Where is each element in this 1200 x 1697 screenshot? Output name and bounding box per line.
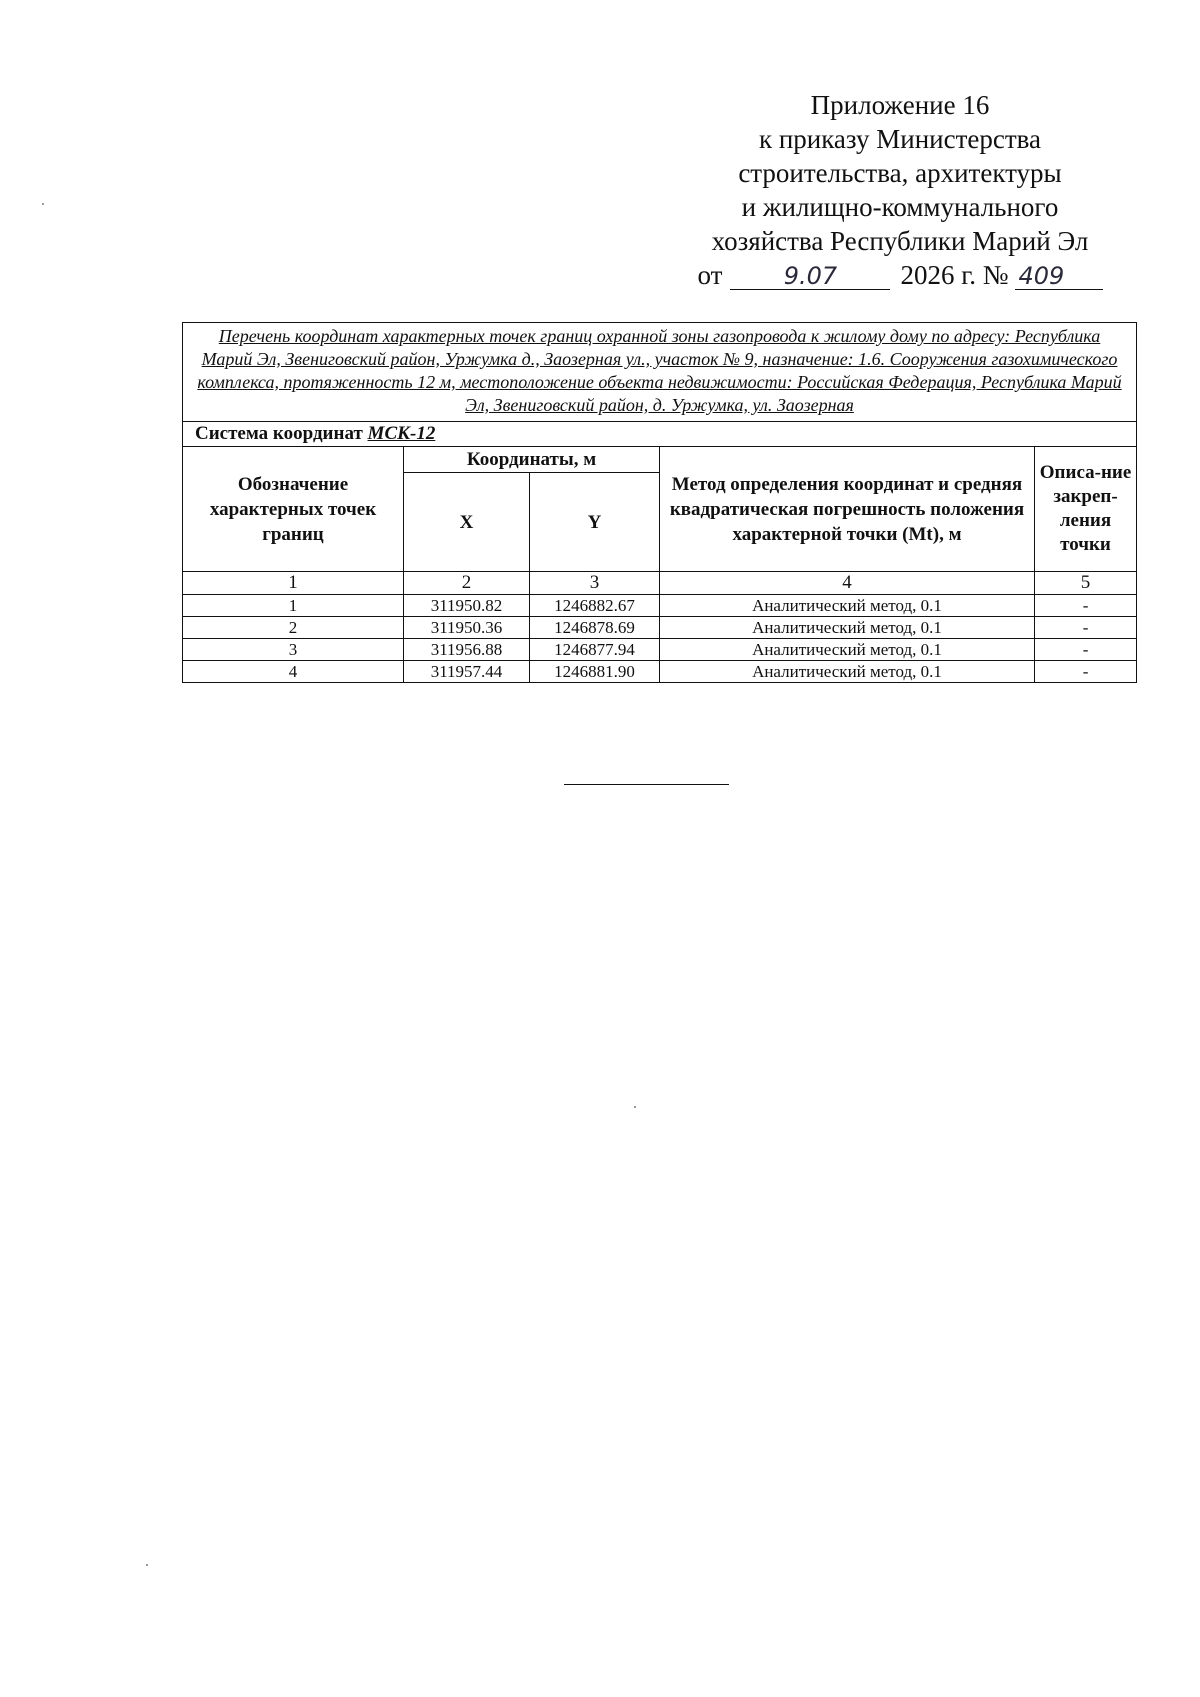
- header-line-order: к приказу Министерства: [758, 124, 1042, 154]
- header-x: X: [404, 473, 530, 572]
- cell-description: -: [1035, 617, 1137, 639]
- column-number-row: [183, 572, 1137, 595]
- cell-description: -: [1035, 661, 1137, 683]
- header-line-ministry-2: и жилищно-коммунального: [741, 192, 1059, 222]
- header-row-1: [183, 447, 1137, 473]
- table-caption: Перечень координат характерных точек границ охранной зоны газопровода к жилому дому по адресу: Республика Марий Эл, Звениговский район, Уржумка д., Заозерная ул., участок № 9, назначение: 1.6. Сооружения газохимического комплекса, протяженность 12 м, местоположение объекта недвижимости: Российская Федерация, Республика Марий Эл, Звениговский район, д. Уржумка, ул. Заозерная: [183, 323, 1137, 422]
- header-coords: Координаты, м: [404, 447, 660, 473]
- coordinate-system-value: МСК-12: [367, 423, 436, 444]
- cell-point: 3: [183, 639, 404, 661]
- coordinates-table: [182, 322, 1137, 683]
- cell-point: 4: [183, 661, 404, 683]
- order-year: 2026 г. №: [900, 260, 1009, 290]
- table-row: [183, 639, 1137, 661]
- caption-row: [183, 323, 1137, 422]
- header-line-appendix: Приложение 16: [810, 90, 990, 120]
- cell-method: Аналитический метод, 0.1: [660, 595, 1035, 617]
- table-row: [183, 661, 1137, 683]
- appendix-header: [680, 88, 1120, 292]
- scan-speck: [146, 1564, 148, 1566]
- handwritten-date: 9.07: [730, 263, 890, 290]
- header-point: Обозначение характерных точек границ: [183, 447, 404, 572]
- cell-y: 1246877.94: [530, 639, 660, 661]
- header-line-ministry-1: строительства, архитектуры: [738, 158, 1062, 188]
- coordinate-system: [183, 422, 1137, 447]
- column-number: 3: [530, 572, 660, 595]
- cell-method: Аналитический метод, 0.1: [660, 661, 1035, 683]
- cell-method: Аналитический метод, 0.1: [660, 617, 1035, 639]
- order-date-line: [680, 258, 1120, 292]
- header-line-ministry-3: хозяйства Республики Марий Эл: [711, 226, 1089, 256]
- header-description: Описа-ние закреп-ления точки: [1035, 447, 1137, 572]
- cell-y: 1246881.90: [530, 661, 660, 683]
- table-row: [183, 617, 1137, 639]
- column-number: 5: [1035, 572, 1137, 595]
- cell-point: 2: [183, 617, 404, 639]
- system-row: [183, 422, 1137, 447]
- column-number: 2: [404, 572, 530, 595]
- cell-method: Аналитический метод, 0.1: [660, 639, 1035, 661]
- date-prefix: от: [697, 260, 723, 290]
- cell-x: 311957.44: [404, 661, 530, 683]
- cell-x: 311950.82: [404, 595, 530, 617]
- coordinate-system-label: Система координат: [195, 423, 363, 444]
- cell-y: 1246882.67: [530, 595, 660, 617]
- cell-y: 1246878.69: [530, 617, 660, 639]
- handwritten-order-number: 409: [1015, 263, 1103, 290]
- scan-speck: [42, 203, 44, 205]
- cell-x: 311956.88: [404, 639, 530, 661]
- header-method: Метод определения координат и средняя квадратическая погрешность положения характерной точки (Mt), м: [660, 447, 1035, 572]
- cell-point: 1: [183, 595, 404, 617]
- column-number: 4: [660, 572, 1035, 595]
- column-number: 1: [183, 572, 404, 595]
- cell-x: 311950.36: [404, 617, 530, 639]
- scan-speck: [634, 1106, 636, 1108]
- end-divider: [564, 784, 729, 785]
- cell-description: -: [1035, 639, 1137, 661]
- header-y: Y: [530, 473, 660, 572]
- table-row: [183, 595, 1137, 617]
- cell-description: -: [1035, 595, 1137, 617]
